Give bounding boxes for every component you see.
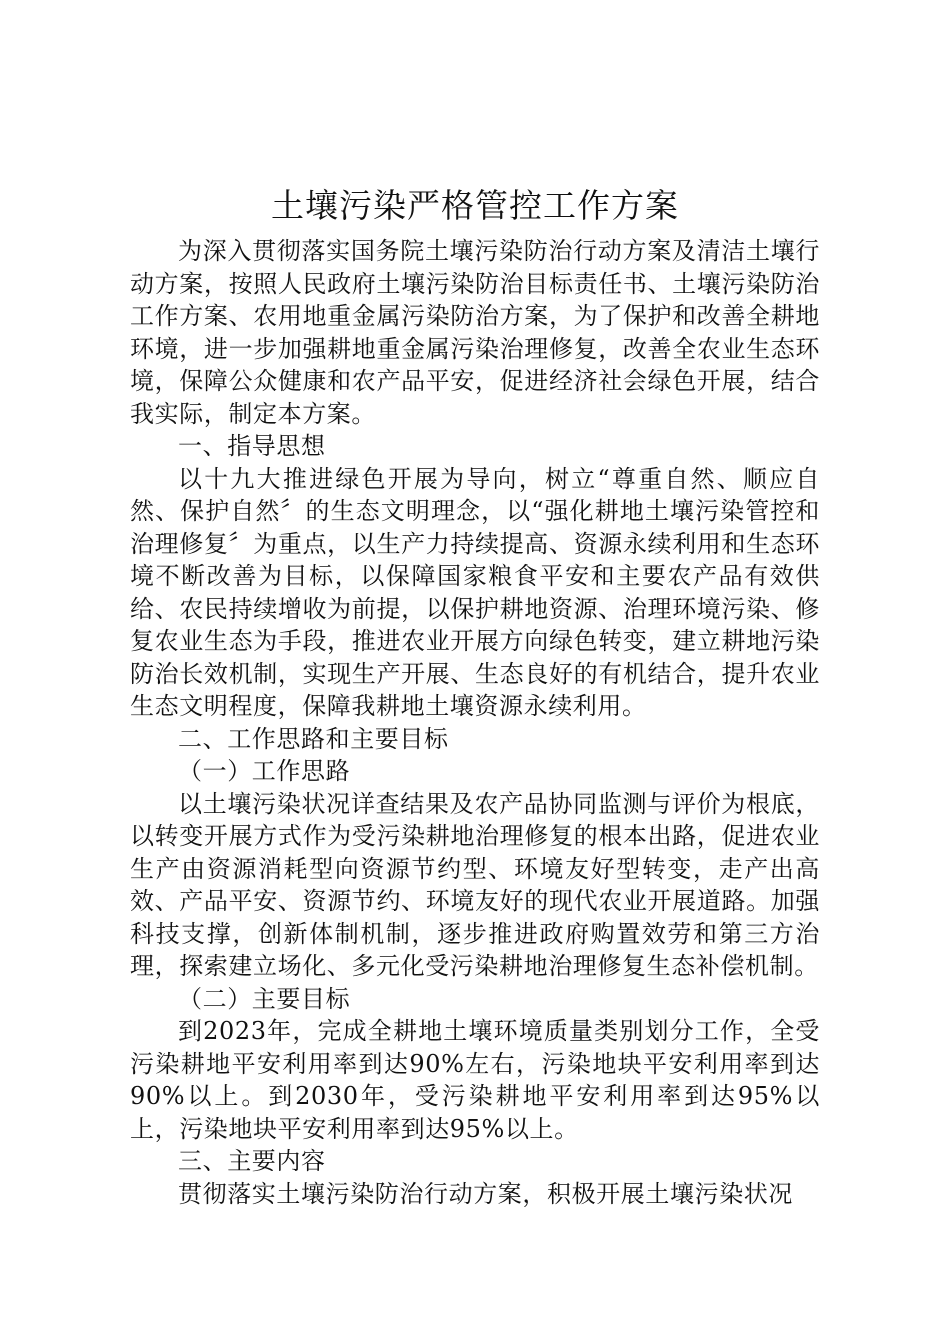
subheading-work-ideas: （一）工作思路 — [178, 757, 351, 785]
paragraph-main-content: 贯彻落实土壤污染防治行动方案，积极开展土壤污染状况 — [178, 1179, 793, 1208]
heading-guiding-thought: 一、指导思想 — [178, 432, 326, 460]
subheading-main-goals: （二）主要目标 — [178, 984, 351, 1013]
paragraph-main-goals: 到2023年，完成全耕地土壤环境质量类别划分工作，全受污染耕地平安利用率到达90%左右，污染地块平安利用率到达90%以上。到2030年，受污染耕地平安利用率到达95%以上，污染地块平安利用率到达95%以上。 — [130, 1017, 820, 1143]
document-title: 土壤污染严格管控工作方案 — [271, 186, 679, 225]
paragraph-guiding-thought: 以十九大推进绿色开展为导向，树立“尊重自然、顺应自然、保护自然〞的生态文明理念，以“强化耕地土壤污染管控和治理修复〞为重点，以生产力持续提高、资源永续利用和生态环境不断改善为目标，以保障国家粮食平安和主要农产品有效供给、农民持续增收为前提，以保护耕地资源、治理环境污染、修复农业生态为手段，推进农业开展方向绿色转变，建立耕地污染防治长效机制，实现生产开展、生态良好的有机结合，提升农业生态文明程度，保障我耕地土壤资源永续利用。 — [130, 464, 820, 720]
heading-main-content: 三、主要内容 — [178, 1147, 326, 1175]
paragraph-work-ideas: 以土壤污染状况详查结果及农产品协同监测与评价为根底，以转变开展方式作为受污染耕地治理修复的根本出路，促进农业生产由资源消耗型向资源节约型、环境友好型转变，走产出高效、产品平安、资源节约、环境友好的现代农业开展道路。加强科技支撑，创新体制机制，逐步推进政府购置效劳和第三方治理，探索建立场化、多元化受污染耕地治理修复生态补偿机制。 — [130, 789, 820, 980]
document-body — [130, 235, 820, 1210]
paragraph-intro: 为深入贯彻落实国务院土壤污染防治行动方案及清洁土壤行动方案，按照人民政府土壤污染防治目标责任书、土壤污染防治工作方案、农用地重金属污染防治方案，为了保护和改善全耕地环境，进一步加强耕地重金属污染治理修复，改善全农业生态环境，保障公众健康和农产品平安，促进经济社会绿色开展，结合我实际，制定本方案。 — [130, 237, 820, 428]
heading-ideas-and-goals: 二、工作思路和主要目标 — [178, 724, 449, 753]
